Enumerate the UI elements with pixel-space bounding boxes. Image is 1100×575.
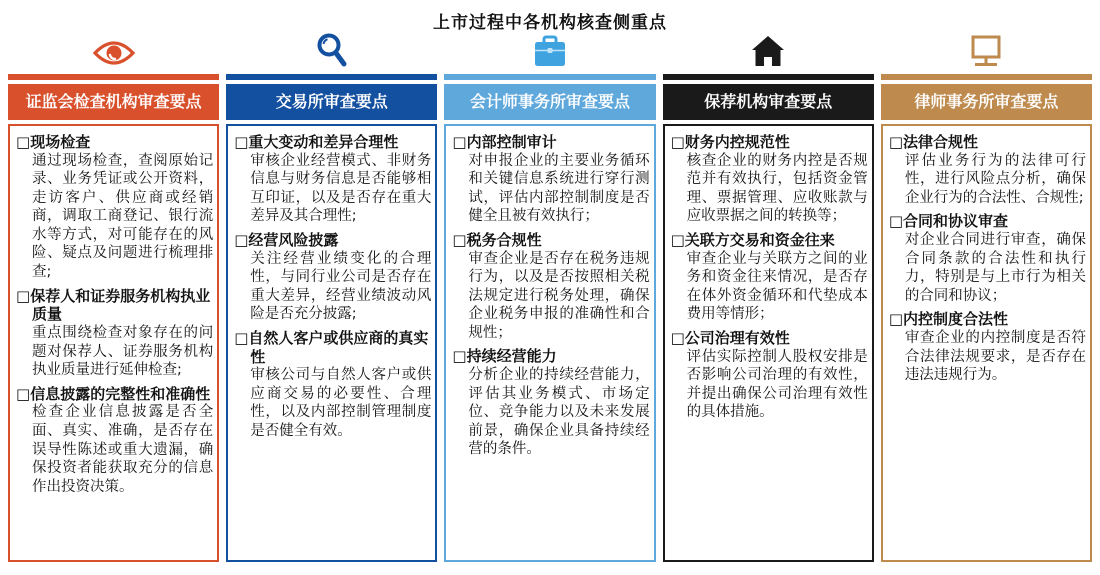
- house-icon: [750, 34, 786, 72]
- item-heading: □法律合规性: [888, 133, 979, 151]
- item-body: 分析企业的持续经营能力，评估其业务模式、市场定位、竞争能力以及未来发展前景，确保企业具备持续经营的条件。: [468, 367, 650, 458]
- item-body: 审查企业是否存在税务违规行为，以及是否按照相关税法规定进行税务处理，确保企业税务申报的准确性和合规性；: [468, 250, 650, 341]
- column-icon-row: [444, 34, 655, 74]
- square-bullet-icon: □: [670, 328, 685, 347]
- square-bullet-icon: □: [452, 230, 467, 249]
- item-heading: □经营风险披露: [234, 230, 339, 249]
- column-content-box: [881, 124, 1092, 562]
- item-heading: □自然人客户或供应商的真实性: [234, 328, 429, 366]
- list-item: [16, 133, 213, 282]
- list-item: [16, 385, 213, 496]
- list-item: [452, 231, 649, 342]
- column-header: 律师事务所审查要点: [881, 84, 1092, 120]
- square-bullet-icon: □: [16, 286, 31, 305]
- eye-icon: [92, 38, 136, 72]
- columns-container: [0, 34, 1100, 566]
- column-header: 会计师事务所审查要点: [444, 84, 655, 120]
- square-bullet-icon: □: [888, 212, 903, 231]
- column-header: 证监会检查机构审查要点: [8, 84, 219, 120]
- column-icon-row: [663, 34, 874, 74]
- item-heading: □持续经营能力: [452, 347, 557, 366]
- item-body: 检查企业信息披露是否全面、真实、准确，是否存在误导性陈述或重大遗漏，确保投资者能获取充分的信息作出投资决策。: [32, 404, 214, 495]
- item-heading: □关联方交易和资金往来: [670, 230, 835, 249]
- column-content-box: [8, 124, 219, 562]
- item-heading: □内控制度合法性: [888, 310, 1009, 329]
- square-bullet-icon: □: [234, 328, 249, 347]
- list-item: [671, 133, 868, 226]
- header-accent-bar: [226, 74, 437, 80]
- square-bullet-icon: □: [670, 230, 685, 249]
- list-item: [889, 133, 1086, 207]
- square-bullet-icon: □: [888, 310, 903, 329]
- briefcase-icon: [531, 34, 569, 72]
- column-header: 交易所审查要点: [226, 84, 437, 120]
- item-body: 重点围绕检查对象存在的问题对保荐人、证券服务机构执业质量进行延伸检查;: [32, 325, 214, 379]
- item-body: 审核企业经营模式、非财务信息与财务信息是否能够相互印证，以及是否存在重大差异及其合理性;: [250, 152, 432, 225]
- item-body: 审查企业的内控制度是否符合法律法规要求，是否存在违法违规行为。: [904, 330, 1087, 384]
- item-heading: □重大变动和差异合理性: [234, 133, 399, 151]
- page-title: 上市过程中各机构核查侧重点: [433, 13, 667, 33]
- item-heading: □现场检查: [16, 133, 91, 151]
- item-body: 审核公司与自然人客户或供应商交易的必要性、合理性，以及内部控制管理制度是否健全有效。: [250, 367, 432, 440]
- list-item: [234, 133, 431, 226]
- item-body: 通过现场检查，查阅原始记录、业务凭证或公开资料，走访客户、供应商或经销商，调取工商登记、银行流水等方式，对可能存在的风险、疑点及问题进行梳理排查;: [32, 152, 214, 281]
- list-item: [452, 347, 649, 458]
- square-bullet-icon: □: [16, 133, 31, 151]
- list-item: [889, 212, 1086, 305]
- column-accounting-firm: [444, 34, 655, 566]
- list-item: [889, 310, 1086, 384]
- square-bullet-icon: □: [888, 133, 903, 151]
- column-icon-row: [8, 34, 219, 74]
- column-stock-exchange: [226, 34, 437, 566]
- square-bullet-icon: □: [234, 230, 249, 249]
- item-body: 对企业合同进行审查，确保合同条款的合法性和执行力，特别是与上市行为相关的合同和协议；: [904, 232, 1087, 304]
- square-bullet-icon: □: [670, 133, 685, 151]
- list-item: [671, 231, 868, 324]
- item-heading: □财务内控规范性: [670, 133, 790, 151]
- header-accent-bar: [881, 74, 1092, 80]
- item-body: 关注经营业绩变化的合理性，与同行业公司是否存在重大差异，经营业绩波动风险是否充分披露;: [250, 250, 432, 323]
- list-item: [16, 287, 213, 380]
- list-item: [234, 329, 431, 441]
- monitor-icon: [966, 34, 1006, 72]
- column-icon-row: [881, 34, 1092, 74]
- list-item: [671, 329, 868, 422]
- column-header: 保荐机构审查要点: [663, 84, 874, 120]
- item-heading: □公司治理有效性: [670, 328, 790, 347]
- column-content-box: [444, 124, 655, 562]
- item-heading: □信息披露的完整性和准确性: [16, 384, 211, 403]
- column-content-box: [663, 124, 874, 562]
- list-item: [234, 231, 431, 324]
- column-csrc-inspection: [8, 34, 219, 566]
- magnifier-icon: [314, 32, 350, 72]
- column-content-box: [226, 124, 437, 562]
- square-bullet-icon: □: [16, 384, 31, 403]
- item-heading: □内部控制审计: [452, 133, 557, 151]
- item-body: 核查企业的财务内控是否规范并有效执行，包括资金管理、票据管理、应收账款与应收票据之间的转换等；: [686, 152, 868, 225]
- item-body: 评估实际控制人股权安排是否影响公司治理的有效性，并提出确保公司治理有效性的具体措施。: [686, 348, 868, 421]
- item-heading: □税务合规性: [452, 230, 542, 249]
- square-bullet-icon: □: [452, 347, 467, 366]
- column-icon-row: [226, 34, 437, 74]
- item-body: 审查企业与关联方之间的业务和资金往来情况，是否存在体外资金循环和代垫成本费用等情形；: [686, 250, 868, 323]
- column-sponsor-institution: [663, 34, 874, 566]
- column-law-firm: [881, 34, 1092, 566]
- item-heading: □保荐人和证券服务机构执业质量: [16, 286, 211, 324]
- item-body: 评估业务行为的法律可行性，进行风险点分析，确保企业行为的合法性、合规性;: [904, 152, 1087, 206]
- item-heading: □合同和协议审查: [888, 212, 1009, 231]
- item-body: 对申报企业的主要业务循环和关键信息系统进行穿行测试，评估内部控制制度是否健全且被有效执行；: [468, 152, 650, 225]
- square-bullet-icon: □: [452, 133, 467, 151]
- list-item: [452, 133, 649, 226]
- header-accent-bar: [444, 74, 655, 80]
- square-bullet-icon: □: [234, 133, 249, 151]
- header-accent-bar: [8, 74, 219, 80]
- header-accent-bar: [663, 74, 874, 80]
